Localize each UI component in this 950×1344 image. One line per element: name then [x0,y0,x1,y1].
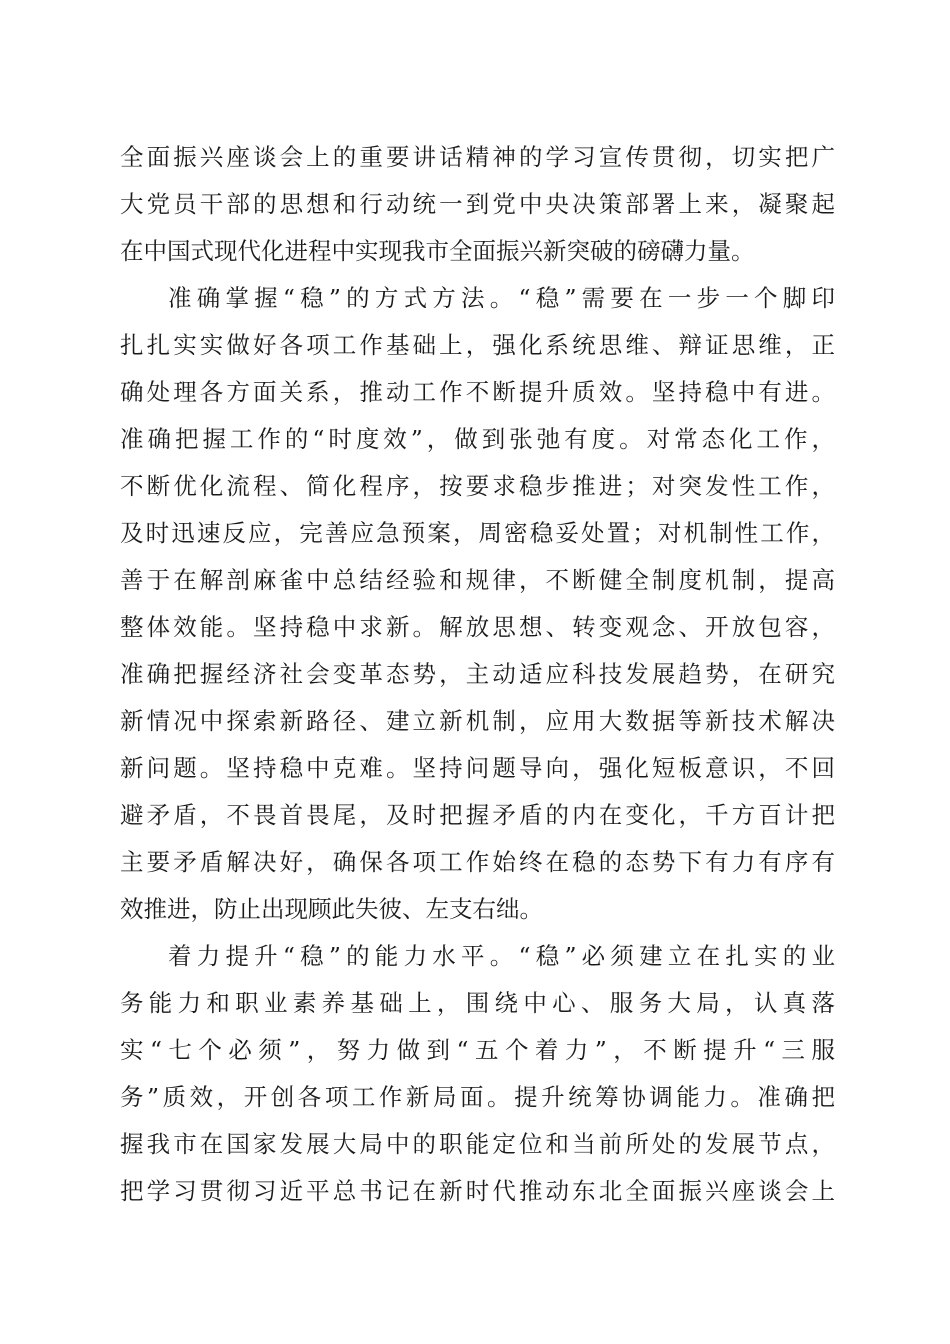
text-line: 不断优化流程、简化程序，按要求稳步推进；对突发性工作， [120,472,835,500]
text-line: 及时迅速反应，完善应急预案，周密稳妥处置；对机制性工作， [120,519,835,547]
text-line: 务能力和职业素养基础上，围绕中心、服务大局，认真落 [120,989,835,1017]
body-text [120,134,835,1215]
text-line: 善于在解剖麻雀中总结经验和规律，不断健全制度机制，提高 [120,566,835,594]
text-line: 新情况中探索新路径、建立新机制，应用大数据等新技术解决 [120,707,835,735]
text-line: 新问题。坚持稳中克难。坚持问题导向，强化短板意识，不回 [120,754,835,782]
text-line: 整体效能。坚持稳中求新。解放思想、转变观念、开放包容， [120,613,835,641]
text-line: 主要矛盾解决好，确保各项工作始终在稳的态势下有力有序有 [120,848,835,876]
text-line: 实“七个必须”，努力做到“五个着力”，不断提升“三服 [120,1036,835,1064]
text-line: 准确把握工作的“时度效”，做到张弛有度。对常态化工作， [120,425,835,453]
text-line: 准确把握经济社会变革态势，主动适应科技发展趋势，在研究 [120,660,835,688]
text-line: 全面振兴座谈会上的重要讲话精神的学习宣传贯彻，切实把广 [120,143,835,171]
paragraph-start-line: 着力提升“稳”的能力水平。“稳”必须建立在扎实的业 [168,942,835,970]
text-line: 扎扎实实做好各项工作基础上，强化系统思维、辩证思维，正 [120,331,835,359]
text-line: 大党员干部的思想和行动统一到党中央决策部署上来，凝聚起 [120,190,835,218]
text-line: 务”质效，开创各项工作新局面。提升统筹协调能力。准确把 [120,1083,835,1111]
text-line: 握我市在国家发展大局中的职能定位和当前所处的发展节点， [120,1130,835,1158]
text-line: 效推进，防止出现顾此失彼、左支右绌。 [120,895,543,923]
text-line: 确处理各方面关系，推动工作不断提升质效。坚持稳中有进。 [120,378,835,406]
paragraph-start-line: 准确掌握“稳”的方式方法。“稳”需要在一步一个脚印 [168,284,835,312]
text-line: 避矛盾，不畏首畏尾，及时把握矛盾的内在变化，千方百计把 [120,801,835,829]
text-line: 在中国式现代化进程中实现我市全面振兴新突破的磅礴力量。 [120,237,755,265]
text-line: 把学习贯彻习近平总书记在新时代推动东北全面振兴座谈会上 [120,1177,835,1205]
